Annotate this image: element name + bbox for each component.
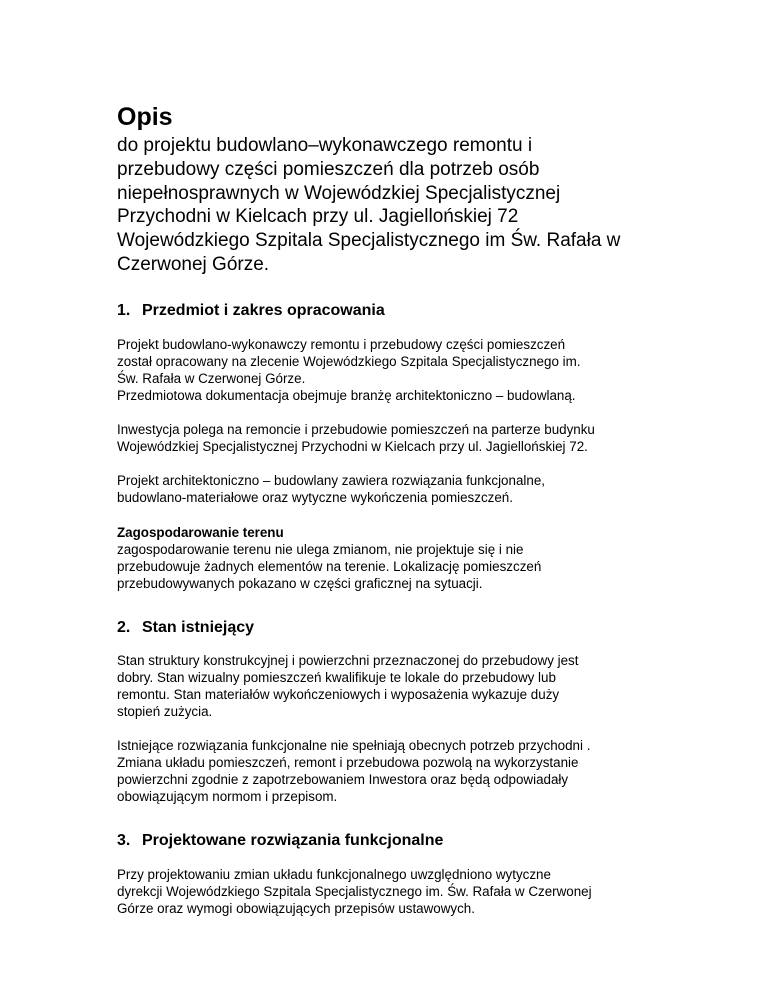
section-1-paragraph-4 [117, 541, 677, 592]
subtitle-line: Czerwonej Górze. [117, 253, 270, 275]
section-1-subheading: Zagospodarowanie terenu [117, 524, 284, 540]
text-line: powierzchni zgodnie z zapotrzebowaniem Inwestora oraz będą odpowiadały [117, 771, 569, 787]
section-1-paragraph-3 [117, 472, 677, 506]
text-line: Św. Rafała w Czerwonej Górze. [117, 370, 306, 386]
section-number: 3. [117, 831, 131, 849]
text-line: stopień zużycia. [117, 703, 213, 719]
section-1-paragraph-2 [117, 421, 677, 455]
section-2-heading [117, 618, 677, 638]
text-line: Projekt architektoniczno – budowlany zawiera rozwiązania funkcjonalne, [117, 472, 545, 488]
section-title: Stan istniejący [142, 618, 255, 636]
text-line: Stan struktury konstrukcyjnej i powierzchni przeznaczonej do przebudowy jest [117, 652, 579, 668]
document-title: Opis [117, 103, 173, 131]
text-line: Istniejące rozwiązania funkcjonalne nie spełniają obecnych potrzeb przychodni . [117, 737, 591, 753]
section-2-paragraph-1 [117, 652, 677, 720]
section-2-paragraph-2 [117, 737, 677, 805]
text-line: przebudowuje żadnych elementów na terenie. Lokalizację pomieszczeń [117, 558, 542, 574]
subtitle-line: Wojewódzkiego Szpitala Specjalistycznego im Św. Rafała w [117, 230, 621, 252]
section-3-heading [117, 831, 677, 851]
text-line: został opracowany na zlecenie Wojewódzkiego Szpitala Specjalistycznego im. [117, 353, 581, 369]
section-1-heading [117, 301, 677, 321]
text-line: Wojewódzkiej Specjalistycznej Przychodni w Kielcach przy ul. Jagiellońskiej 72. [117, 438, 588, 454]
section-title: Projektowane rozwiązania funkcjonalne [142, 831, 444, 849]
subtitle-line: niepełnosprawnych w Wojewódzkiej Specjalistycznej [117, 182, 561, 204]
text-line: Górze oraz wymogi obowiązujących przepisów ustawowych. [117, 900, 475, 916]
text-line: zagospodarowanie terenu nie ulega zmianom, nie projektuje się i nie [117, 541, 524, 557]
section-number: 1. [117, 301, 131, 319]
text-line: dobry. Stan wizualny pomieszczeń kwalifikuje te lokale do przebudowy lub [117, 669, 556, 685]
text-line: Projekt budowlano-wykonawczy remontu i przebudowy części pomieszczeń [117, 336, 566, 352]
text-line: obowiązującym normom i przepisom. [117, 788, 338, 804]
text-line: Przedmiotowa dokumentacja obejmuje branżę architektoniczno – budowlaną. [117, 387, 576, 403]
document-subtitle [117, 134, 677, 277]
text-line: Przy projektowaniu zmian układu funkcjonalnego uwzględniono wytyczne [117, 866, 551, 882]
section-title: Przedmiot i zakres opracowania [142, 301, 385, 319]
text-line: przebudowywanych pokazano w części graficznej na sytuacji. [117, 575, 483, 591]
section-3-paragraph-1 [117, 866, 677, 917]
text-line: dyrekcji Wojewódzkiego Szpitala Specjalistycznego im. Św. Rafała w Czerwonej [117, 883, 592, 899]
subtitle-line: Przychodni w Kielcach przy ul. Jagiellońskiej 72 [117, 206, 519, 228]
text-line: budowlano-materiałowe oraz wytyczne wykończenia pomieszczeń. [117, 489, 513, 505]
text-line: remontu. Stan materiałów wykończeniowych i wyposażenia wykazuje duży [117, 686, 560, 702]
subtitle-line: do projektu budowlano–wykonawczego remontu i [117, 135, 533, 156]
text-line: Zmiana układu pomieszczeń, remont i przebudowa pozwolą na wykorzystanie [117, 754, 579, 770]
subtitle-line: przebudowy części pomieszczeń dla potrzeb osób [117, 158, 540, 180]
section-1-paragraph-1 [117, 336, 677, 404]
document-page [117, 102, 677, 917]
section-number: 2. [117, 618, 131, 636]
text-line: Inwestycja polega na remoncie i przebudowie pomieszczeń na parterze budynku [117, 421, 595, 437]
